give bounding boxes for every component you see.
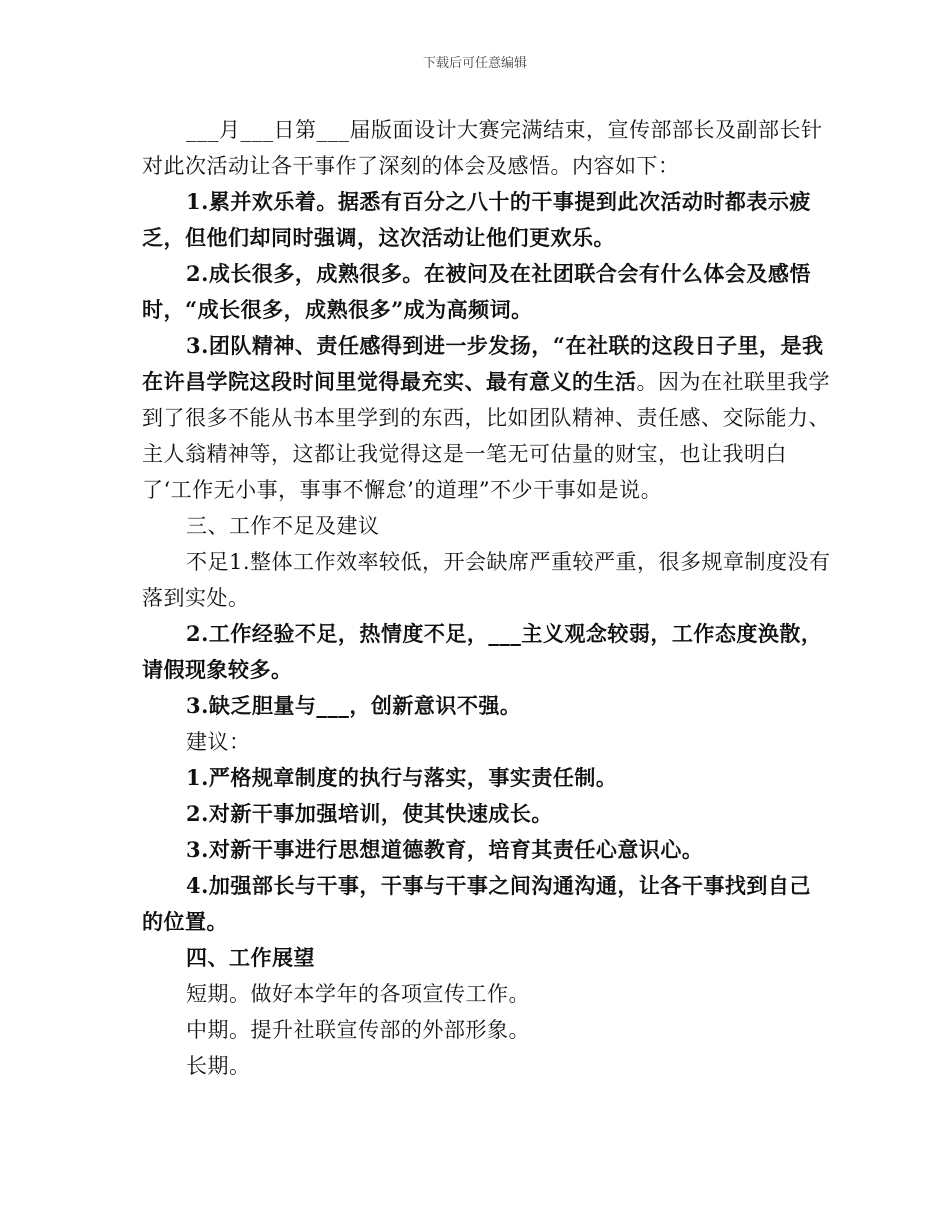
- document-body: [142, 112, 832, 1084]
- summary-item-3: [142, 328, 832, 508]
- intro-paragraph: ___月___日第___届版面设计大赛完满结束，宣传部部长及副部长针对此次活动让各干事作了深刻的体会及感悟。内容如下：: [142, 118, 823, 178]
- outlook-short-term: 短期。做好本学年的各项宣传工作。: [186, 982, 530, 1006]
- suggestion-item-2: 2.对新干事加强培训，使其快速成长。: [186, 801, 553, 826]
- shortcoming-item-2: 2.工作经验不足，热情度不足，___主义观念较弱，工作态度涣散，请假现象较多。: [142, 621, 823, 682]
- suggestions-label: 建议：: [186, 730, 251, 754]
- summary-item-3-rest: 。因为在社联里我学到了很多不能从书本里学到的东西，比如团队精神、责任感、交际能力、主人翁精神等，这都让我觉得这是一笔无可估量的财宝，也让我明白了‘工作无小事，事事不懈怠’的道理”不少干事如是说。: [142, 370, 830, 502]
- suggestion-item-3: 3.对新干事进行思想道德教育，培育其责任心意识心。: [186, 837, 704, 862]
- outlook-long-term: 长期。: [186, 1054, 251, 1078]
- section-heading-outlook: 四、工作展望: [186, 945, 315, 970]
- summary-item-3-bold: 3.团队精神、责任感得到进一步发扬，“在社联的这段日子里，是我在许昌学院这段时间里觉得最充实、最有意义的生活: [142, 333, 824, 394]
- page-header-note: 下载后可任意编辑: [422, 56, 527, 71]
- suggestion-item-1: 1.严格规章制度的执行与落实，事实责任制。: [186, 765, 618, 790]
- summary-item-1: 1.累并欢乐着。据悉有百分之八十的干事提到此次活动时都表示疲乏，但他们却同时强调，这次活动让他们更欢乐。: [142, 189, 811, 250]
- shortcoming-item-3: 3.缺乏胆量与___，创新意识不强。: [186, 693, 522, 718]
- outlook-mid-term: 中期。提升社联宣传部的外部形象。: [186, 1018, 530, 1042]
- suggestion-item-4: 4.加强部长与干事，干事与干事之间沟通沟通，让各干事找到自己的位置。: [142, 873, 811, 934]
- section-heading-shortcomings: 三、工作不足及建议: [186, 514, 380, 538]
- summary-item-2: 2.成长很多，成熟很多。在被问及在社团联合会有什么体会及感悟时，“成长很多，成熟很多”成为高频词。: [142, 261, 811, 322]
- shortcoming-item-1: 不足1.整体工作效率较低，开会缺席严重较严重，很多规章制度没有落到实处。: [142, 550, 831, 610]
